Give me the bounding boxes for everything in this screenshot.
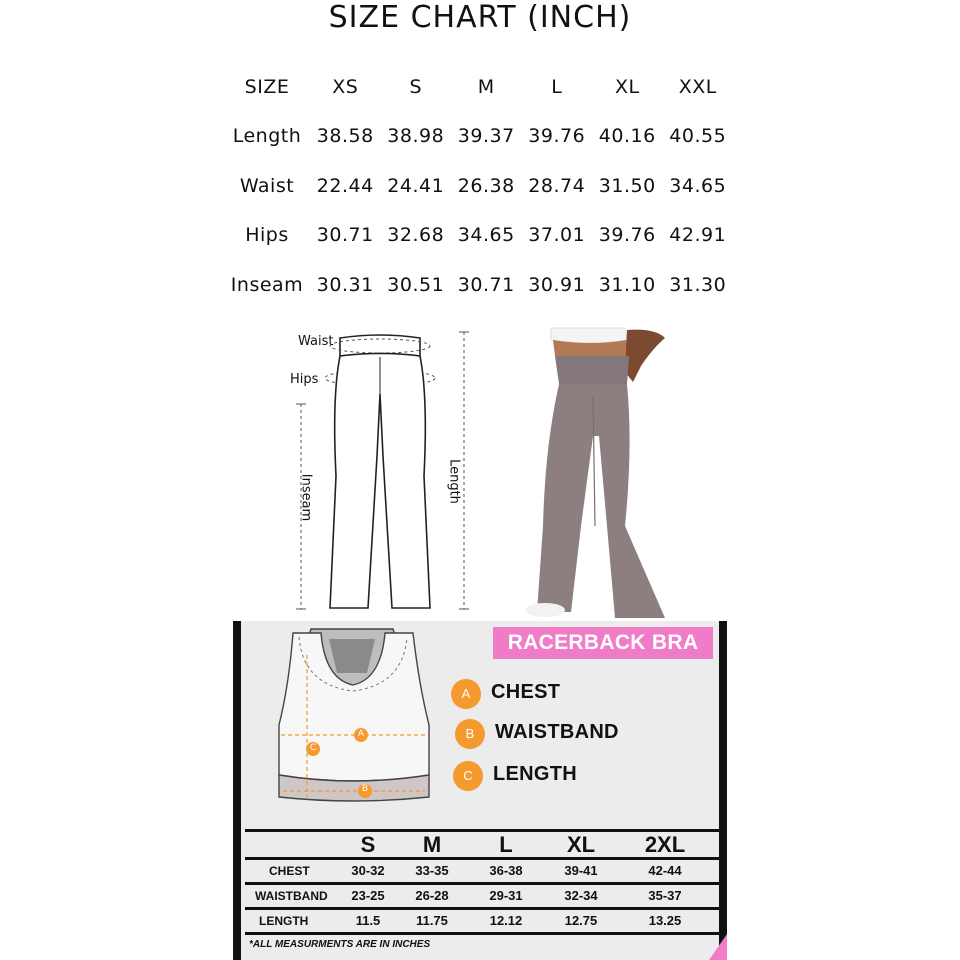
row-label: Length	[232, 125, 302, 148]
table-cell: 26.38	[457, 174, 515, 197]
legend-item-chest	[451, 679, 691, 711]
table-cell: 26-28	[415, 888, 449, 903]
pants-size-table	[224, 62, 733, 310]
row-label: Hips	[245, 224, 289, 247]
table-cell: 30.71	[316, 224, 374, 247]
inseam-label: Inseam	[298, 473, 314, 522]
legend-item-waistband	[455, 719, 695, 751]
table-cell: 12.75	[564, 913, 598, 928]
table-cell: 30.91	[528, 273, 586, 296]
product-photo	[515, 326, 675, 622]
table-cell: 39.37	[457, 125, 515, 148]
figure-badge-c: C	[309, 743, 317, 753]
table-row	[245, 882, 719, 907]
row-label: WAISTBAND	[255, 889, 328, 903]
table-row	[224, 112, 733, 162]
table-cell: 40.16	[598, 125, 656, 148]
table-row	[245, 857, 719, 882]
bra-illustration	[263, 625, 443, 807]
row-label: CHEST	[269, 864, 310, 878]
badge-c: C	[453, 761, 483, 791]
header-cell: XL	[614, 75, 640, 98]
bra-section-header: RACERBACK BRA	[493, 627, 713, 659]
measurement-footnote: *ALL MEASURMENTS ARE IN INCHES	[249, 939, 431, 950]
table-cell: 39-41	[564, 863, 598, 878]
table-row	[224, 161, 733, 211]
table-cell: 13.25	[648, 913, 682, 928]
header-cell: S	[360, 832, 376, 857]
legend-label: CHEST	[491, 681, 561, 703]
table-cell: 30.51	[387, 273, 445, 296]
table-cell: 39.76	[528, 125, 586, 148]
table-cell: 11.75	[416, 913, 448, 928]
header-cell: 2XL	[644, 832, 686, 857]
table-cell: 36-38	[489, 863, 523, 878]
table-row	[245, 907, 719, 935]
table-cell: 32.68	[387, 224, 445, 247]
table-cell: 37.01	[528, 224, 586, 247]
header-cell: S	[409, 75, 423, 98]
table-header-row	[224, 62, 733, 112]
table-cell: 33-35	[415, 863, 449, 878]
legend-label: LENGTH	[493, 763, 578, 785]
badge-b: B	[455, 719, 485, 749]
table-cell: 32-34	[564, 888, 598, 903]
table-cell: 22.44	[316, 174, 374, 197]
table-cell: 31.50	[598, 174, 656, 197]
table-cell: 11.5	[355, 913, 381, 928]
legend-item-length	[453, 761, 693, 793]
hips-label: Hips	[290, 372, 319, 387]
header-cell: XS	[332, 75, 359, 98]
table-cell: 31.10	[598, 273, 656, 296]
figure-badge-a: A	[357, 729, 365, 739]
header-cell: M	[477, 75, 495, 98]
legend-label: WAISTBAND	[495, 721, 619, 743]
row-label: Waist	[239, 174, 295, 197]
table-cell: 30.31	[316, 273, 374, 296]
header-cell: L	[499, 832, 513, 857]
table-cell: 34.65	[669, 174, 727, 197]
table-cell: 38.58	[316, 125, 374, 148]
table-cell: 39.76	[598, 224, 656, 247]
table-header-row	[245, 829, 719, 857]
table-cell: 31.30	[669, 273, 727, 296]
table-row	[224, 211, 733, 261]
table-cell: 24.41	[387, 174, 445, 197]
figure-badge-b: B	[361, 784, 369, 794]
header-cell: XL	[566, 832, 596, 857]
racerback-bra-drawing	[263, 625, 443, 807]
badge-a: A	[451, 679, 481, 709]
table-cell: 40.55	[669, 125, 727, 148]
table-cell: 12.12	[489, 913, 523, 928]
size-chart-title: SIZE CHART (INCH)	[328, 0, 632, 35]
table-cell: 29-31	[489, 888, 523, 903]
header-cell: XXL	[678, 75, 717, 98]
bra-size-table	[245, 829, 719, 935]
table-cell: 35-37	[648, 888, 682, 903]
header-cell: L	[551, 75, 563, 98]
length-label: Length	[446, 459, 462, 504]
model-wearing-pants-image	[515, 326, 675, 622]
table-row	[224, 260, 733, 310]
racerback-bra-panel	[233, 621, 727, 960]
header-cell: M	[422, 832, 442, 857]
table-cell: 42.91	[669, 224, 727, 247]
row-label: Inseam	[230, 273, 304, 296]
table-cell: 30.71	[457, 273, 515, 296]
waist-label: Waist	[298, 334, 334, 349]
table-cell: 28.74	[528, 174, 586, 197]
table-cell: 30-32	[351, 863, 385, 878]
table-cell: 23-25	[351, 888, 385, 903]
row-label: LENGTH	[259, 914, 309, 928]
pink-corner-accent	[709, 934, 727, 960]
header-cell: SIZE	[244, 75, 290, 98]
table-cell: 38.98	[387, 125, 445, 148]
table-cell: 42-44	[648, 863, 682, 878]
table-cell: 34.65	[457, 224, 515, 247]
